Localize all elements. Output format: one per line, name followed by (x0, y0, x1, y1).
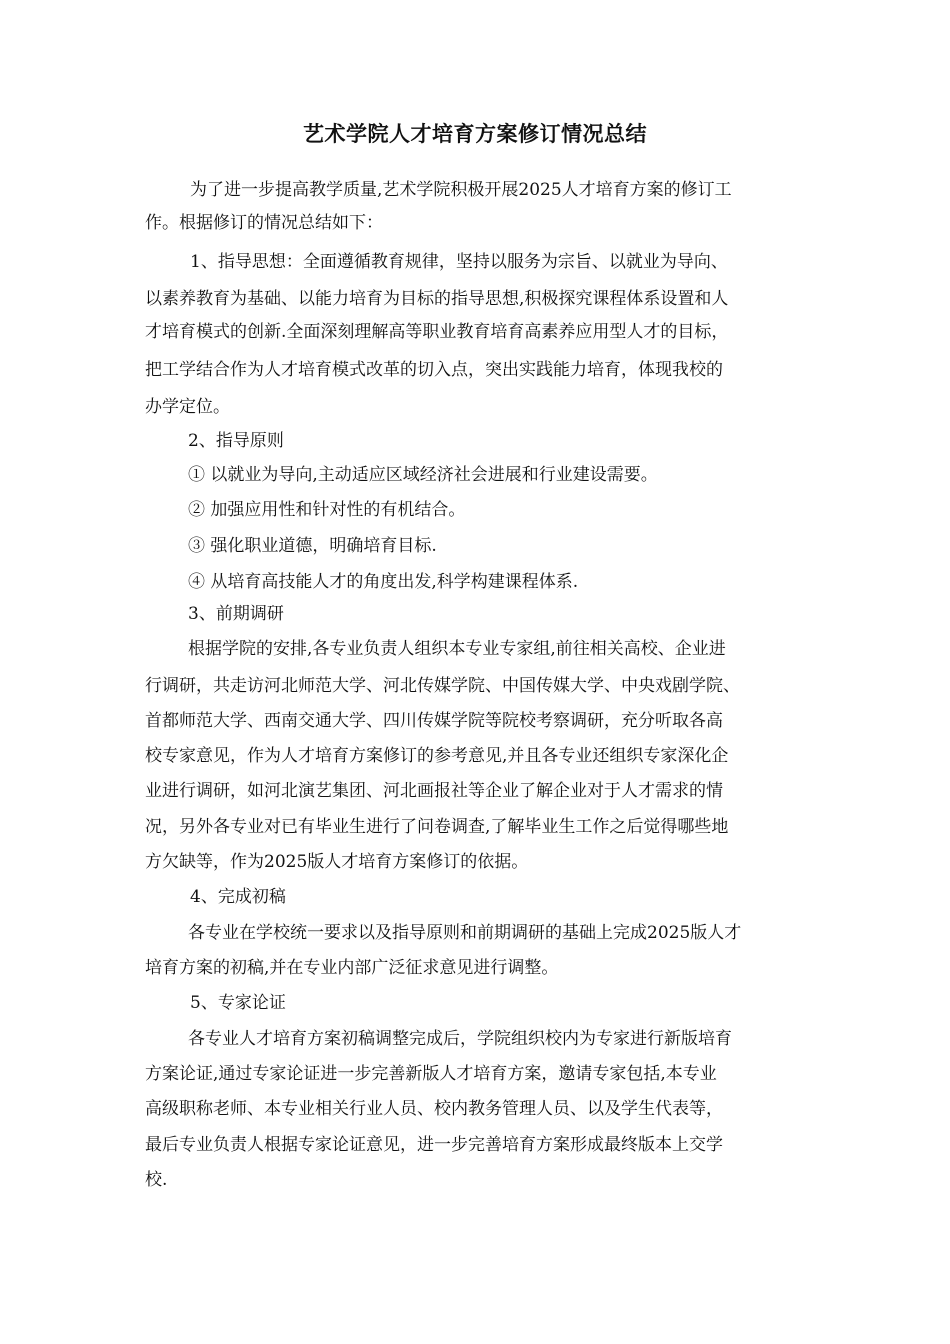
paragraph-line: 行调研，共走访河北师范大学、河北传媒学院、中国传媒大学、中央戏剧学院、 (145, 676, 740, 696)
paragraph-line: 办学定位。 (145, 397, 230, 417)
paragraph-line: 方欠缺等，作为2025版人才培育方案修订的依据。 (145, 852, 529, 872)
paragraph-line: 况，另外各专业对已有毕业生进行了问卷调查,了解毕业生工作之后觉得哪些地 (145, 817, 729, 837)
list-item: ③ 强化职业道德，明确培育目标. (188, 536, 437, 556)
paragraph-line: 各专业在学校统一要求以及指导原则和前期调研的基础上完成2025版人才 (188, 923, 742, 943)
paragraph-line: 方案论证,通过专家论证进一步完善新版人才培育方案，邀请专家包括,本专业 (145, 1064, 717, 1084)
paragraph-line: 为了进一步提高教学质量,艺术学院积极开展2025人才培育方案的修订工 (190, 180, 732, 200)
list-item: ④ 从培育高技能人才的角度出发,科学构建课程体系. (188, 572, 579, 592)
section-heading: 4、完成初稿 (190, 887, 286, 907)
paragraph-line: 培育方案的初稿,并在专业内部广泛征求意见进行调整。 (145, 958, 559, 978)
paragraph-line: 才培育模式的创新.全面深刻理解高等职业教育培育高素养应用型人才的目标， (145, 322, 729, 342)
paragraph-line: 高级职称老师、本专业相关行业人员、校内教务管理人员、以及学生代表等， (145, 1099, 723, 1119)
paragraph-line: 各专业人才培育方案初稿调整完成后，学院组织校内为专家进行新版培育 (188, 1029, 732, 1049)
document-title: 艺术学院人才培育方案修订情况总结 (303, 122, 647, 146)
paragraph-line: 校专家意见，作为人才培育方案修订的参考意见,并且各专业还组织专家深化企 (145, 746, 729, 766)
paragraph-line: 首都师范大学、西南交通大学、四川传媒学院等院校考察调研，充分听取各高 (145, 711, 723, 731)
paragraph-line: 校. (145, 1170, 168, 1190)
paragraph-line: 根据学院的安排,各专业负责人组织本专业专家组,前往相关高校、企业进 (188, 639, 726, 659)
section-heading: 1、指导思想：全面遵循教育规律，坚持以服务为宗旨、以就业为导向、 (190, 252, 728, 272)
paragraph-line: 把工学结合作为人才培育模式改革的切入点，突出实践能力培育，体现我校的 (145, 360, 723, 380)
section-heading: 3、前期调研 (188, 604, 284, 624)
section-heading: 2、指导原则 (188, 431, 284, 451)
paragraph-line: 最后专业负责人根据专家论证意见，进一步完善培育方案形成最终版本上交学 (145, 1135, 723, 1155)
paragraph-line: 以素养教育为基础、以能力培育为目标的指导思想,积极探究课程体系设置和人 (145, 289, 729, 309)
paragraph-line: 作。根据修订的情况总结如下： (145, 213, 383, 233)
paragraph-line: 业进行调研，如河北演艺集团、河北画报社等企业了解企业对于人才需求的情 (145, 781, 723, 801)
list-item: ② 加强应用性和针对性的有机结合。 (188, 500, 466, 520)
section-heading: 5、专家论证 (190, 993, 286, 1013)
list-item: ① 以就业为导向,主动适应区域经济社会进展和行业建设需要。 (188, 465, 658, 485)
